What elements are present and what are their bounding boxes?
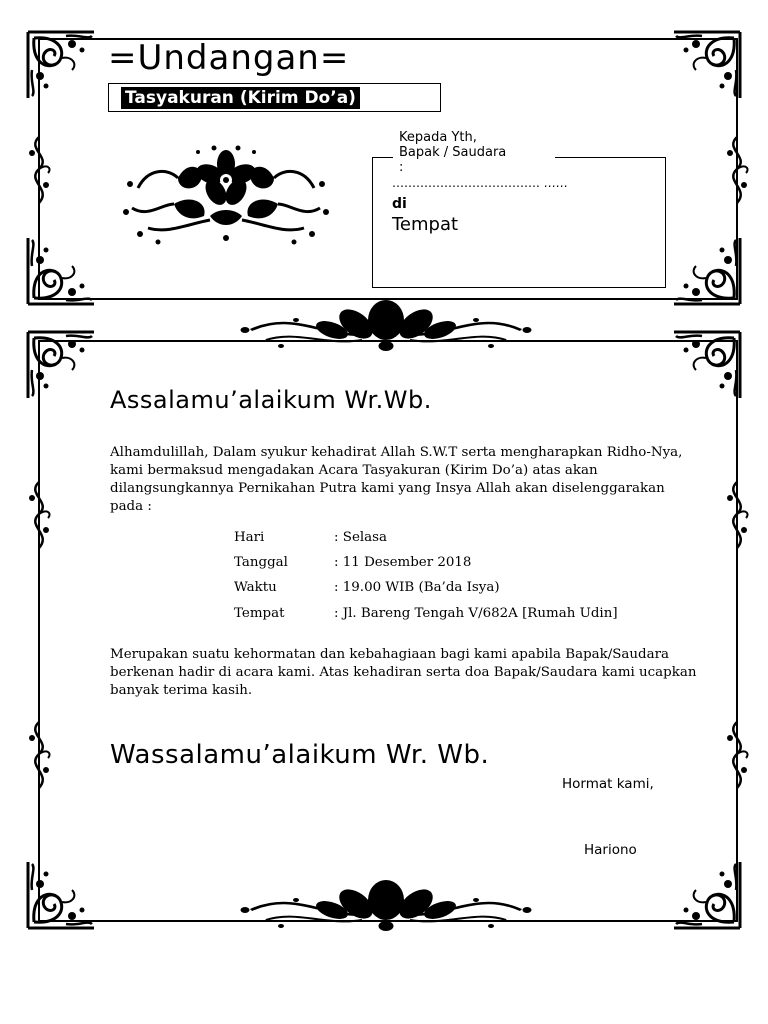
corner-ornament-icon [672, 330, 742, 400]
side-vine-ornament-icon [24, 135, 54, 205]
detail-row-time [234, 580, 500, 595]
detail-row-date [234, 555, 471, 570]
closing-greeting: Wassalamu’alaikum Wr. Wb. [110, 740, 490, 770]
floral-ornament-icon [118, 138, 334, 250]
opening-greeting: Assalamu’alaikum Wr.Wb. [110, 386, 432, 414]
bottom-ornament-icon [236, 870, 536, 934]
recipient-di: di [392, 196, 407, 212]
recipient-greeting: Kepada Yth, [399, 130, 477, 145]
recipient-header [393, 130, 555, 175]
side-vine-ornament-icon [722, 480, 752, 550]
detail-label: Tempat [234, 606, 285, 621]
body-paragraph: Merupakan suatu kehormatan dan kebahagiaan bagi kami apabila Bapak/Saudara berkenan hadir di acara kami. Atas kehadiran serta doa Bapak/Saudara kami ucapkan banyak terima kasih. [110, 647, 697, 698]
detail-value: : Selasa [334, 530, 387, 545]
recipient-colon: : [399, 160, 404, 175]
detail-row-place [234, 606, 618, 621]
detail-value: : 19.00 WIB (Ba’da Isya) [334, 580, 500, 595]
side-vine-ornament-icon [722, 720, 752, 790]
corner-ornament-icon [672, 860, 742, 930]
signer-name: Hariono [584, 842, 637, 858]
detail-value: : Jl. Bareng Tengah V/682A [Rumah Udin] [334, 606, 618, 621]
regards-text: Hormat kami, [562, 776, 654, 792]
recipient-place: Tempat [392, 214, 459, 235]
detail-label: Waktu [234, 580, 277, 595]
intro-paragraph: Alhamdulillah, Dalam syukur kehadirat Allah S.W.T serta mengharapkan Ridho-Nya, kami bermaksud mengadakan Acara Tasyakuran (Kirim Do’a) atas akan dilangsungkannya Pernikahan Putra kami yang Insya Allah akan diselenggarakan pada : [110, 445, 683, 514]
corner-ornament-icon [672, 30, 742, 100]
corner-ornament-icon [26, 860, 96, 930]
side-vine-ornament-icon [24, 480, 54, 550]
detail-label: Hari [234, 530, 265, 545]
recipient-salutation: Bapak / Saudara [399, 145, 507, 160]
recipient-name-blank: ………………………………. …… [392, 176, 568, 190]
bottom-card-frame [38, 340, 738, 922]
invitation-subtitle: Tasyakuran (Kirim Do’a) [121, 87, 360, 109]
subtitle-box [108, 83, 441, 112]
detail-row-day [234, 530, 387, 545]
corner-ornament-icon [26, 330, 96, 400]
detail-label: Tanggal [234, 555, 288, 570]
side-vine-ornament-icon [722, 135, 752, 205]
invitation-title: =Undangan= [108, 38, 350, 78]
corner-ornament-icon [672, 236, 742, 306]
detail-value: : 11 Desember 2018 [334, 555, 472, 570]
corner-ornament-icon [26, 236, 96, 306]
corner-ornament-icon [26, 30, 96, 100]
side-vine-ornament-icon [24, 720, 54, 790]
